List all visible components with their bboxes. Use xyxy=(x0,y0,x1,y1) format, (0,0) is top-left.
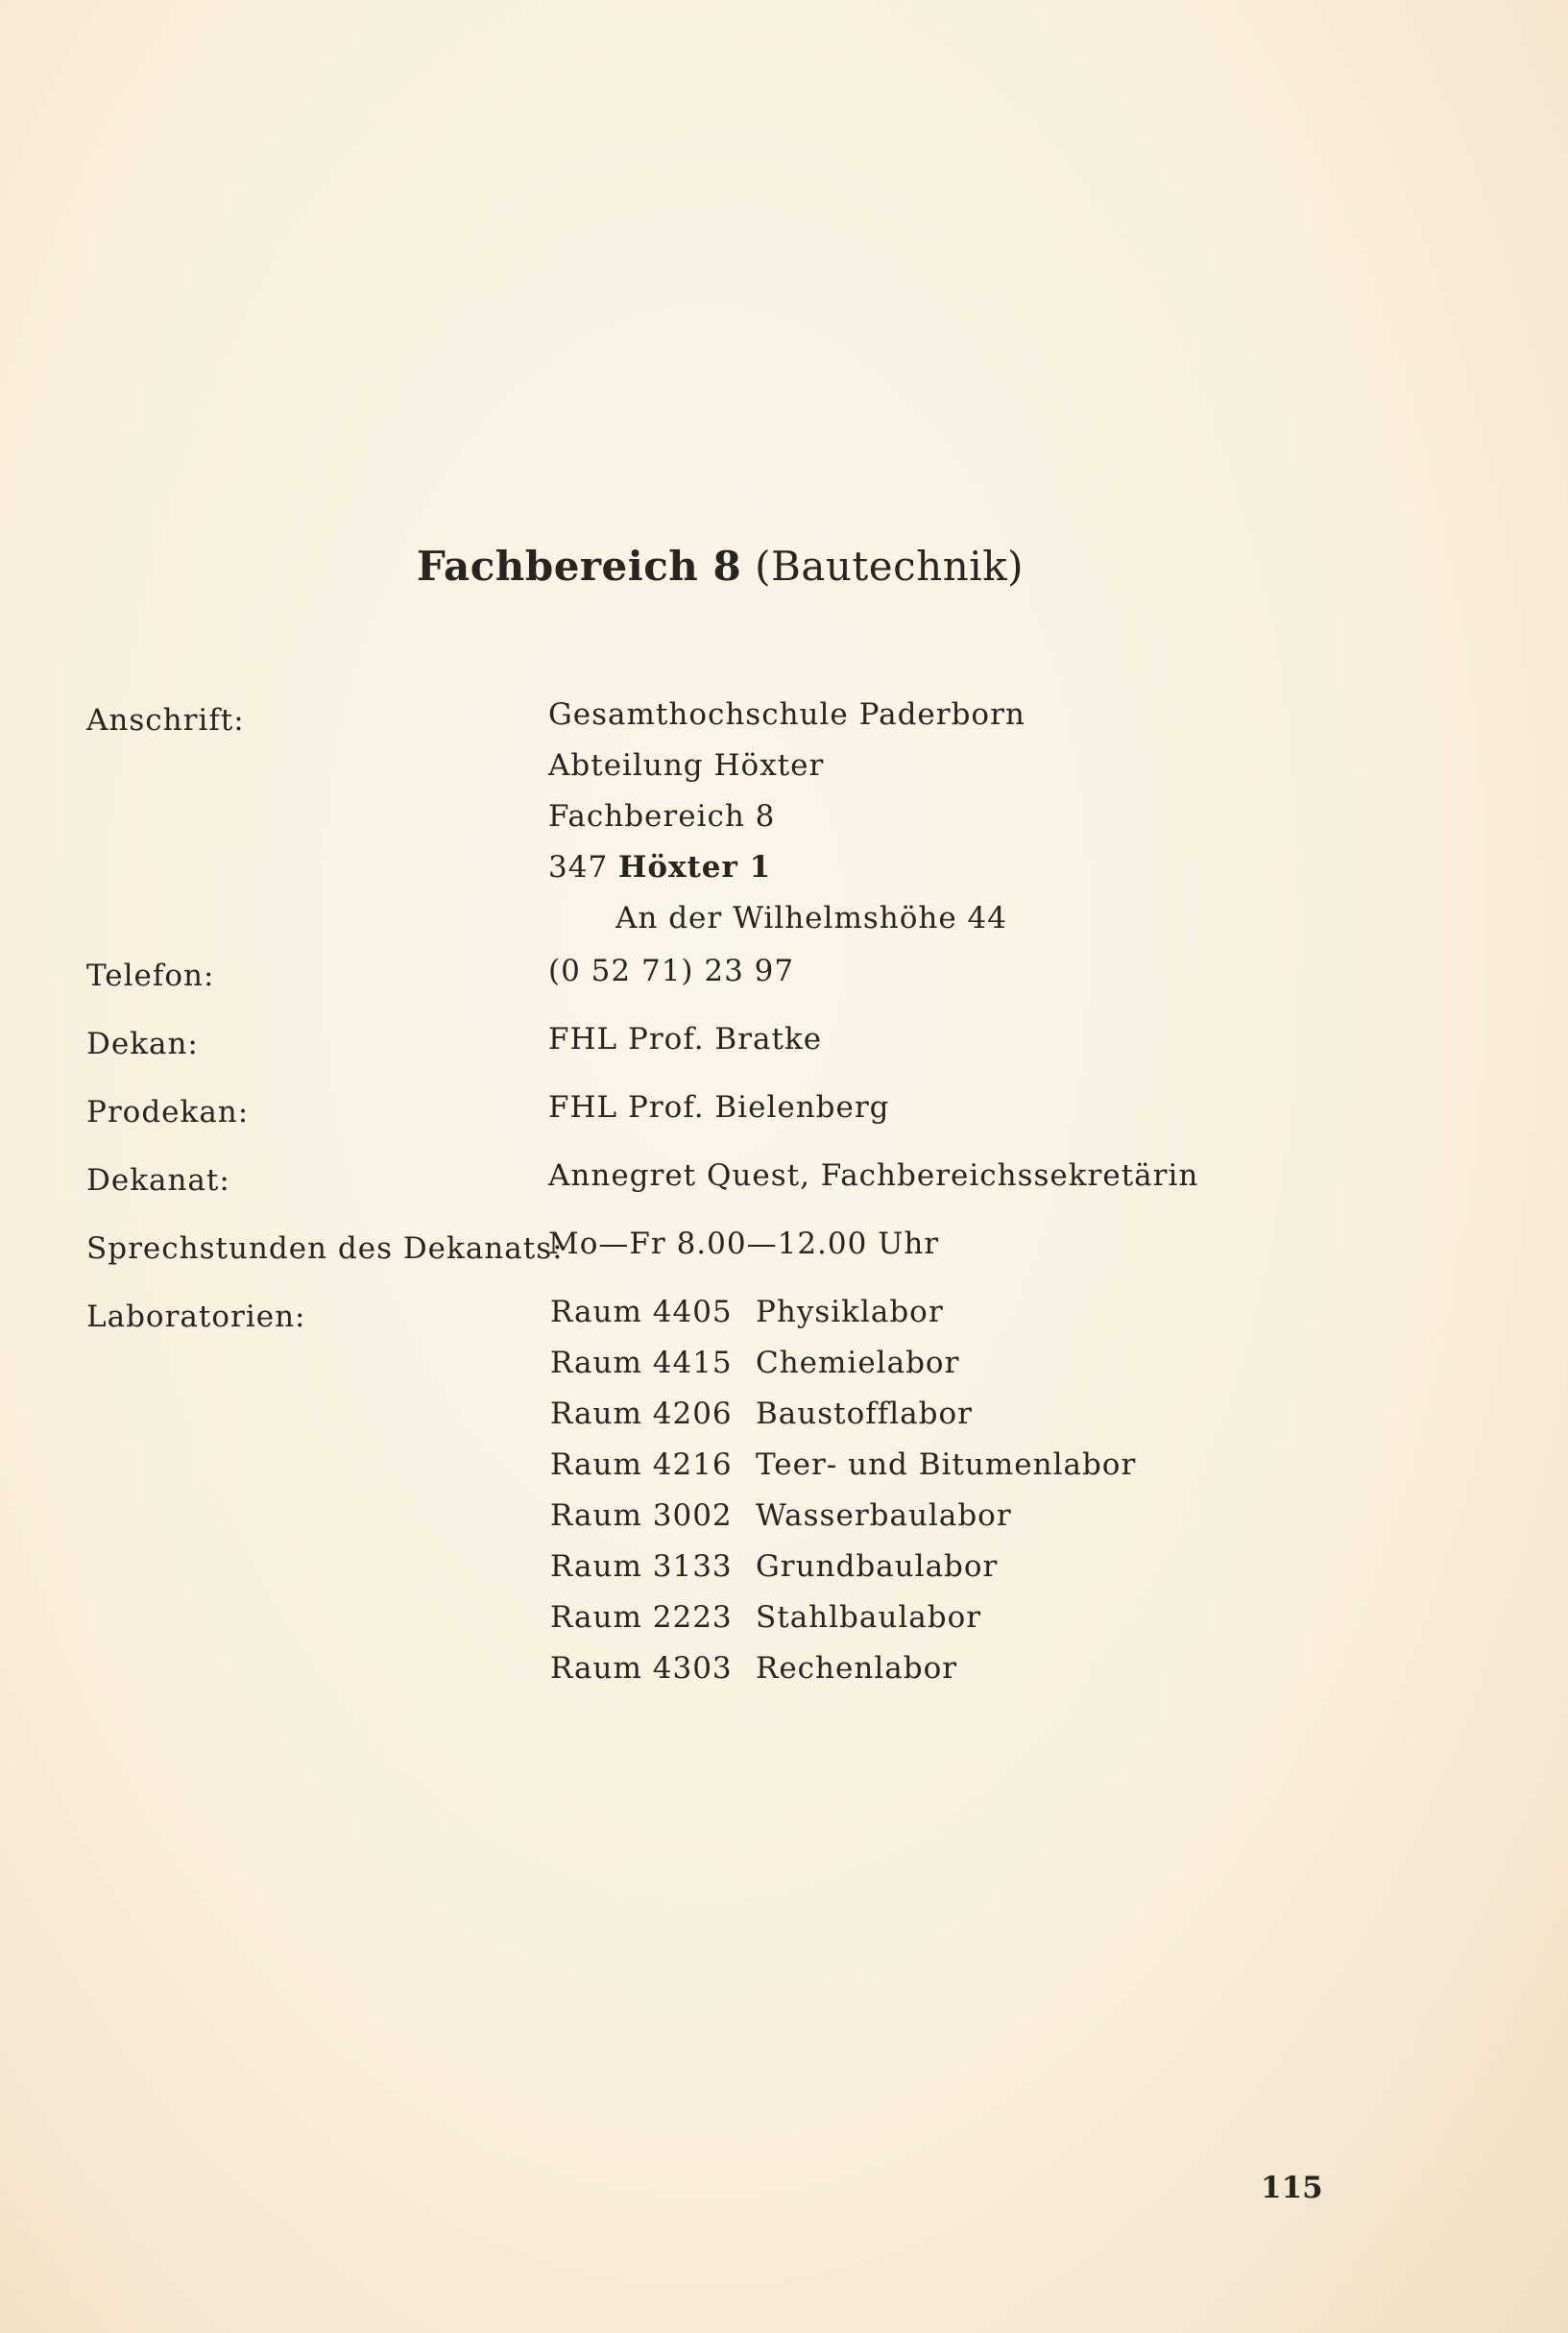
lab-room: Raum 4206 xyxy=(550,1397,733,1431)
lab-name: Teer- und Bitumenlabor xyxy=(756,1447,1137,1482)
address-line: Gesamthochschule Paderborn xyxy=(548,697,1025,732)
lab-room: Raum 3133 xyxy=(550,1549,733,1584)
lab-name: Baustofflabor xyxy=(756,1397,973,1431)
lab-name: Chemielabor xyxy=(756,1346,960,1380)
page-title xyxy=(417,543,1024,590)
dekan-label: Dekan: xyxy=(86,1027,199,1061)
lab-room: Raum 2223 xyxy=(550,1600,733,1635)
prodekan-label: Prodekan: xyxy=(86,1095,250,1130)
sprechstunden-value: Mo—Fr 8.00—12.00 Uhr xyxy=(548,1227,940,1261)
address-street: An der Wilhelmshöhe 44 xyxy=(615,901,1007,936)
address-city: Höxter 1 xyxy=(618,850,772,885)
telefon-value: (0 52 71) 23 97 xyxy=(548,954,795,988)
lab-room: Raum 4216 xyxy=(550,1447,733,1482)
dekan-value: FHL Prof. Bratke xyxy=(548,1022,823,1057)
lab-name: Wasserbaulabor xyxy=(756,1498,1012,1533)
dekanat-value: Annegret Quest, Fachbereichssekretärin xyxy=(548,1158,1199,1193)
address-postcode: 347 xyxy=(548,850,609,885)
dekanat-label: Dekanat: xyxy=(86,1163,230,1198)
lab-room: Raum 4405 xyxy=(550,1295,733,1329)
lab-name: Physiklabor xyxy=(756,1295,944,1329)
lab-room: Raum 4303 xyxy=(550,1651,733,1686)
sprechstunden-label: Sprechstunden des Dekanats: xyxy=(86,1231,564,1266)
lab-room: Raum 4415 xyxy=(550,1346,733,1380)
page-number: 115 xyxy=(1261,2171,1323,2205)
title-sub: (Bautechnik) xyxy=(755,543,1025,590)
address-city-line xyxy=(548,850,771,885)
lab-name: Stahlbaulabor xyxy=(756,1600,982,1635)
lab-name: Grundbaulabor xyxy=(756,1549,999,1584)
lab-room: Raum 3002 xyxy=(550,1498,733,1533)
lab-name: Rechenlabor xyxy=(756,1651,958,1686)
laboratorien-label: Laboratorien: xyxy=(86,1300,306,1334)
address-line: Abteilung Höxter xyxy=(548,748,825,783)
address-label: Anschrift: xyxy=(86,703,245,738)
telefon-label: Telefon: xyxy=(86,959,215,993)
title-main: Fachbereich 8 xyxy=(417,543,742,590)
prodekan-value: FHL Prof. Bielenberg xyxy=(548,1090,890,1125)
address-line: Fachbereich 8 xyxy=(548,799,776,834)
